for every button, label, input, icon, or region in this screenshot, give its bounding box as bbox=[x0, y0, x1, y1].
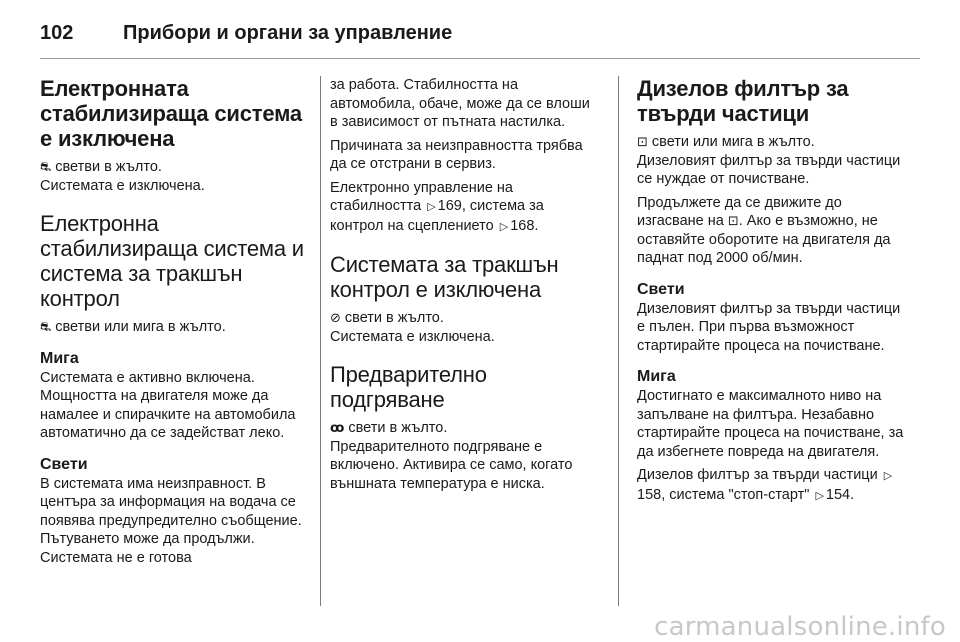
section-heading: Системата за тракшън контрол е изключена bbox=[330, 252, 559, 302]
page-number: 102 bbox=[40, 22, 74, 44]
paragraph: Предварителното подгряване е включено. Активира се само, когато външната температура е ниска. bbox=[330, 438, 573, 492]
paragraph: Продължете да се движите до изгасване на ⊡. Ако е възможно, не оставяйте оборотите на двигателя да паднат под 2000 об/мин. bbox=[637, 194, 891, 266]
paragraph: В системата има неизправност. В центъра за информация на водача се появява предупредително съобщение. Пътуването може да продължи. Системата не е готова bbox=[40, 475, 302, 566]
subheading: Свети bbox=[40, 455, 88, 473]
paragraph: Системата е изключена. bbox=[40, 177, 205, 194]
section-heading: Електронна стабилизираща система и система за тракшън контрол bbox=[40, 211, 304, 311]
paragraph: за работа. Стабилността на автомобила, обаче, може да се влоши в зависимост от пътната настилка. bbox=[330, 77, 590, 130]
column-divider bbox=[618, 76, 619, 606]
ref-arrow-icon: ▷ bbox=[815, 489, 824, 502]
subheading: Мига bbox=[40, 349, 79, 367]
dpf-icon: ⊡ bbox=[727, 213, 739, 228]
column-divider bbox=[320, 76, 321, 606]
paragraph: Дизелов филтър за твърди частици ▷158, система "стоп-старт" ▷ 154. bbox=[637, 466, 912, 505]
paragraph: ꝏ свети в жълто. bbox=[330, 420, 448, 436]
watermark: carmanualsonline.info bbox=[654, 612, 946, 642]
subheading: Свети bbox=[637, 280, 685, 298]
column-1 bbox=[40, 76, 308, 572]
esp-off-icon: ⛐ bbox=[40, 159, 52, 174]
paragraph: Дизеловият филтър за твърди частици се нуждае от почистване. bbox=[637, 152, 901, 187]
section-heading: Предварително подгряване bbox=[330, 362, 487, 412]
paragraph: Системата е изключена. bbox=[330, 328, 495, 345]
paragraph: ⛐ светви или мига в жълто. bbox=[40, 319, 226, 335]
ref-arrow-icon: ▷ bbox=[883, 470, 893, 482]
paragraph: Дизеловият филтър за твърди частици е пълен. При първа възможност стартирайте процеса на почистване. bbox=[637, 300, 901, 354]
column-3 bbox=[637, 76, 912, 510]
ref-arrow-icon: ▷ bbox=[427, 201, 436, 213]
section-heading: Дизелов филтър за твърди частици bbox=[637, 76, 849, 126]
paragraph: ⛐ светви в жълто. bbox=[40, 159, 162, 175]
preheat-icon: ꝏ bbox=[330, 420, 345, 435]
chapter-title: Прибори и органи за управление bbox=[123, 22, 453, 44]
paragraph: Причината за неизправността трябва да се отстрани в сервиз. bbox=[330, 137, 583, 172]
paragraph: ⊡ свети или мига в жълто. bbox=[637, 134, 815, 150]
section-heading: Електронната стабилизираща система е изключена bbox=[40, 76, 302, 151]
paragraph: Достигнато е максималното ниво на запълване на филтъра. Незабавно стартирайте процеса на почистване, за да избегнете повреда на двигателя. bbox=[637, 388, 904, 460]
esp-tc-icon: ⛐ bbox=[40, 319, 52, 334]
column-2 bbox=[330, 76, 592, 498]
paragraph: ⊘ свети в жълто. bbox=[330, 310, 444, 326]
dpf-icon: ⊡ bbox=[637, 134, 648, 149]
subheading: Мига bbox=[637, 368, 676, 385]
paragraph: Електронно управление на стабилността ▷ 169, система за контрол на сцеплението ▷ 168. bbox=[330, 179, 592, 237]
ref-arrow-icon: ▷ bbox=[499, 220, 509, 233]
tc-off-icon: ⊘ bbox=[330, 310, 341, 325]
page-header bbox=[40, 14, 920, 59]
paragraph: Системата е активно включена. Мощността на двигателя може да намалее и спирачките на автомобила автоматично да се задействат леко. bbox=[40, 369, 296, 441]
